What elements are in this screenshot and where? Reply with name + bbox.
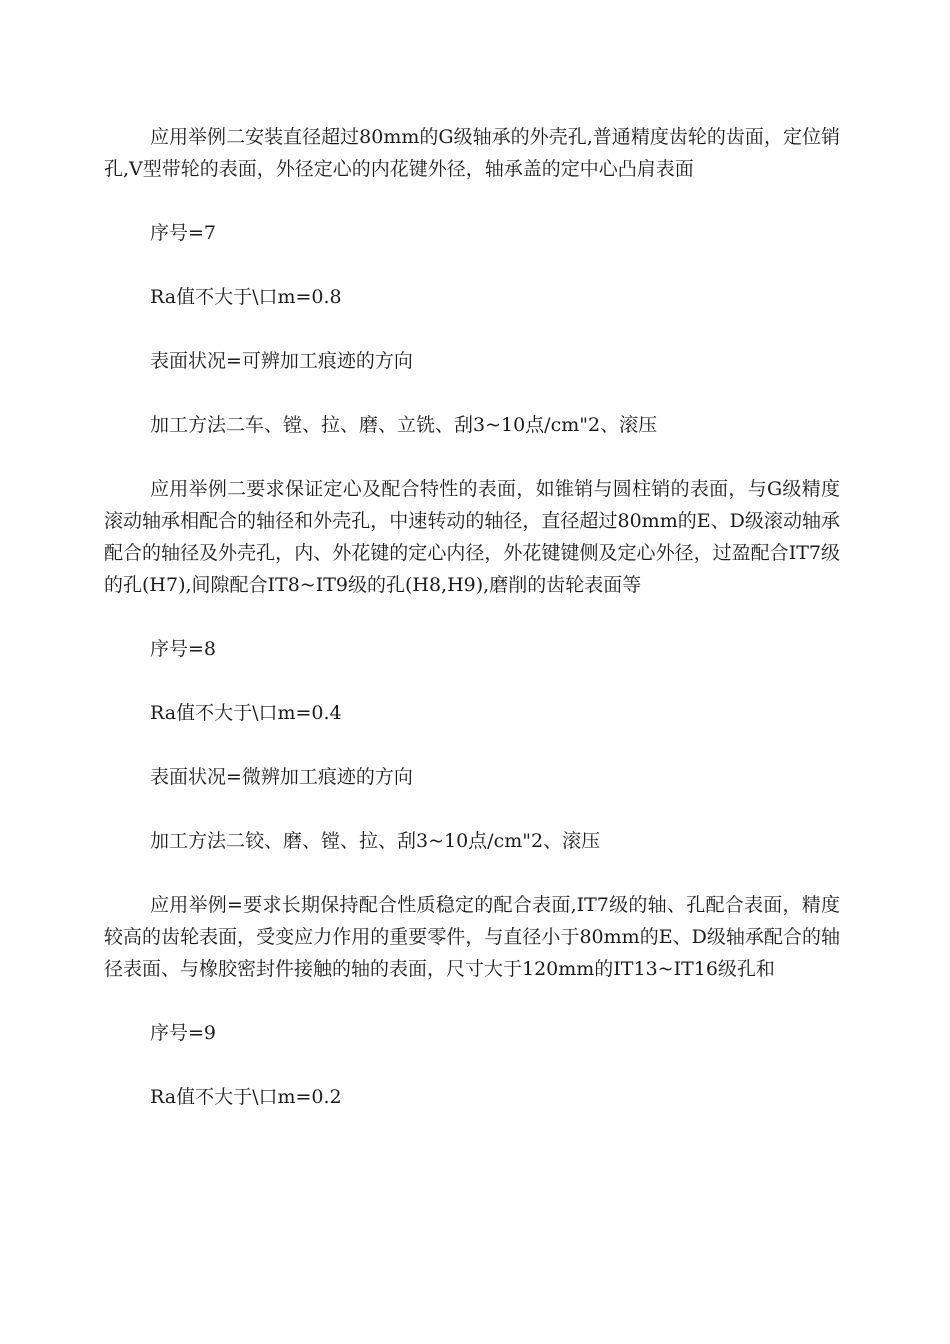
serial-number-9: 序号=9 <box>150 1022 217 1044</box>
ra-value-9: Ra值不大于\口m=0.2 <box>150 1086 342 1108</box>
ra-value-8: Ra值不大于\口m=0.4 <box>150 702 342 724</box>
processing-method-7: 加工方法二车、镗、拉、磨、立铣、刮3~10点/cm"2、滚压 <box>150 414 658 436</box>
document-body <box>104 121 840 1113</box>
application-example-7: 应用举例二安装直径超过80mm的G级轴承的外壳孔,普通精度齿轮的齿面，定位销孔,V型带轮的表面，外径定心的内花键外径，轴承盖的定中心凸肩表面 <box>104 126 840 180</box>
surface-condition-7: 表面状况=可辨加工痕迹的方向 <box>150 350 413 372</box>
serial-number-8: 序号=8 <box>150 638 217 660</box>
application-example-8: 应用举例二要求保证定心及配合特性的表面，如锥销与圆柱销的表面，与G级精度滚动轴承相配合的轴径和外壳孔，中速转动的轴径，直径超过80mm的E、D级滚动轴承配合的轴径及外壳孔，内、外花键的定心内径，外花键键侧及定心外径，过盈配合IT7级的孔(H7),间隙配合IT8~IT9级的孔(H8,H9),磨削的齿轮表面等 <box>104 478 840 596</box>
application-example-9: 应用举例=要求长期保持配合性质稳定的配合表面,IT7级的轴、孔配合表面，精度较高的齿轮表面，受变应力作用的重要零件，与直径小于80mm的E、D级轴承配合的轴径表面、与橡胶密封件接触的轴的表面，尺寸大于120mm的IT13~IT16级孔和 <box>104 894 840 980</box>
serial-number-7: 序号=7 <box>150 222 217 244</box>
processing-method-8: 加工方法二铰、磨、镗、拉、刮3~10点/cm"2、滚压 <box>150 830 601 852</box>
surface-condition-8: 表面状况=微辨加工痕迹的方向 <box>150 766 413 788</box>
ra-value-7: Ra值不大于\口m=0.8 <box>150 286 342 308</box>
